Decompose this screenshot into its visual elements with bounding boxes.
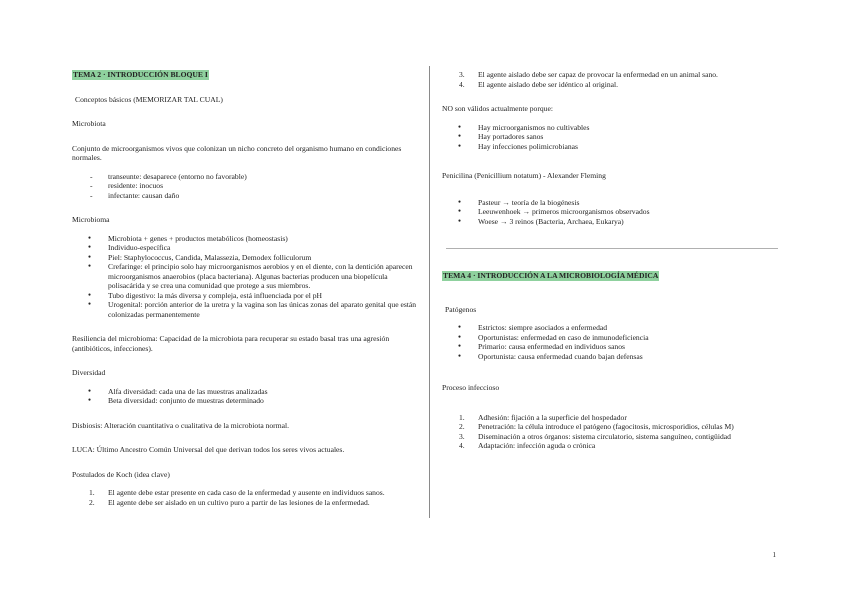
tema2-heading: TEMA 2 · INTRODUCCIÓN BLOQUE I xyxy=(73,70,208,79)
right-column xyxy=(442,70,782,451)
list-item: 3. El agente aislado debe ser capaz de provocar la enfermedad en un animal sano. xyxy=(459,70,718,79)
koch-list-continued xyxy=(442,70,782,89)
list-item: ● Primario: causa enfermedad en individuos sanos xyxy=(442,342,782,352)
microbioma-list xyxy=(72,234,417,320)
microbiota-types-list xyxy=(72,172,417,201)
microbioma-title: Microbioma xyxy=(72,215,110,224)
list-item: - transeunte: desaparece (entorno no favorable) xyxy=(72,172,417,182)
list-item: 2. El agente debe ser aislado en un cultivo puro a partir de las lesiones de la enfermedad. xyxy=(89,497,370,507)
list-item: ● Oportunista: causa enfermedad cuando bajan defensas xyxy=(442,352,782,362)
list-item: ● Pasteur → teoría de la biogénesis xyxy=(442,198,782,208)
penicilina-paragraph: Penicilina (Penicillium notatum) - Alexander Fleming xyxy=(442,171,606,180)
page-number: 1 xyxy=(772,550,776,559)
list-item: ● Hay microorganismos no cultivables xyxy=(442,123,782,133)
list-item: ● Crefaringe: el principio solo hay microorganismos aerobios y en el diente, con la dentición aparecen microorganismos anaerobios (placa bacteriana). Algunas bacterias producen una biopelícula polisacárida y se crea una comunidad que protege a sus miembros. xyxy=(72,262,417,291)
historia-list xyxy=(442,198,782,227)
list-item: 2. Penetración: la célula introduce el patógeno (fagocitosis, microsporidios, células M) xyxy=(459,422,734,431)
section-divider xyxy=(446,248,778,249)
list-item: ● Hay portadores sanos xyxy=(442,132,782,142)
list-item: ● Piel: Staphylococcus, Candida, Malassezia, Demodex folliculorum xyxy=(72,253,417,263)
list-item: 1. Adhesión: fijación a la superficie del hospedador xyxy=(459,412,627,422)
luca-paragraph: LUCA: Último Ancestro Común Universal del que derivan todos los seres vivos actuales. xyxy=(72,445,345,454)
conceptos-subtitle: Conceptos básicos (MEMORIZAR TAL CUAL) xyxy=(75,94,223,104)
list-item: ● Individuo-específica xyxy=(72,243,417,253)
list-item: - infectante: causan daño xyxy=(72,191,417,201)
list-item: - residente: inocuos xyxy=(72,181,417,191)
proceso-title: Proceso infeccioso xyxy=(442,383,500,392)
list-item: 4. Adaptación: infección aguda o crónica xyxy=(459,441,596,450)
list-item: ● Oportunistas: enfermedad en caso de inmunodeficiencia xyxy=(442,333,782,343)
resiliencia-paragraph: Resiliencia del microbioma: Capacidad de la microbiota para recuperar su estado basal tras una agresión (antibióticos, infecciones). xyxy=(72,334,390,353)
disbiosis-paragraph: Disbiosis: Alteración cuantitativa o cualitativa de la microbiota normal. xyxy=(72,420,289,430)
list-item: 1. El agente debe estar presente en cada caso de la enfermedad y ausente en individuos sanos. xyxy=(89,488,385,497)
list-item: ● Microbiota + genes + productos metabólicos (homeostasis) xyxy=(72,234,417,244)
proceso-list xyxy=(442,413,782,451)
list-item: ● Beta diversidad: conjunto de muestras determinado xyxy=(72,396,417,406)
list-item: ● Estrictos: siempre asociados a enfermedad xyxy=(442,323,782,333)
no-validos-list xyxy=(442,123,782,152)
koch-title: Postulados de Koch (idea clave) xyxy=(72,469,170,479)
list-item: ● Leeuwenhoek → primeros microorganismos observados xyxy=(442,207,782,217)
column-divider xyxy=(429,66,430,518)
list-item: ● Woese → 3 reinos (Bacteria, Archaea, Eukarya) xyxy=(442,217,782,227)
koch-list xyxy=(72,488,417,507)
patogenos-title: Patógenos xyxy=(445,304,477,314)
list-item: ● Alfa diversidad: cada una de las muestras analizadas xyxy=(72,387,417,397)
list-item: 4. El agente aislado debe ser idéntico al original. xyxy=(459,79,619,89)
list-item: ● Hay infecciones polimicrobianas xyxy=(442,142,782,152)
list-item: ● Tubo digestivo: la más diversa y compleja, está influenciada por el pH xyxy=(72,291,417,301)
list-item: 3. Diseminación a otros órganos: sistema circulatorio, sistema sanguíneo, contigüidad xyxy=(459,431,731,441)
diversidad-title: Diversidad xyxy=(72,368,106,377)
microbiota-title: Microbiota xyxy=(72,119,106,128)
list-item: ● Urogenital: porción anterior de la uretra y la vagina son las únicas zonas del aparato genital que están colonizadas permanentemente xyxy=(72,300,417,319)
tema4-heading: TEMA 4 · INTRODUCCIÓN A LA MICROBIOLOGÍA MÉDICA xyxy=(443,271,659,280)
microbiota-definition: Conjunto de microorganismos vivos que colonizan un nicho concreto del organismo humano en condiciones normales. xyxy=(72,143,402,162)
diversidad-list xyxy=(72,387,417,406)
patogenos-list xyxy=(442,323,782,361)
left-column xyxy=(72,70,417,507)
no-validos-paragraph: NO son válidos actualmente porque: xyxy=(442,104,553,113)
